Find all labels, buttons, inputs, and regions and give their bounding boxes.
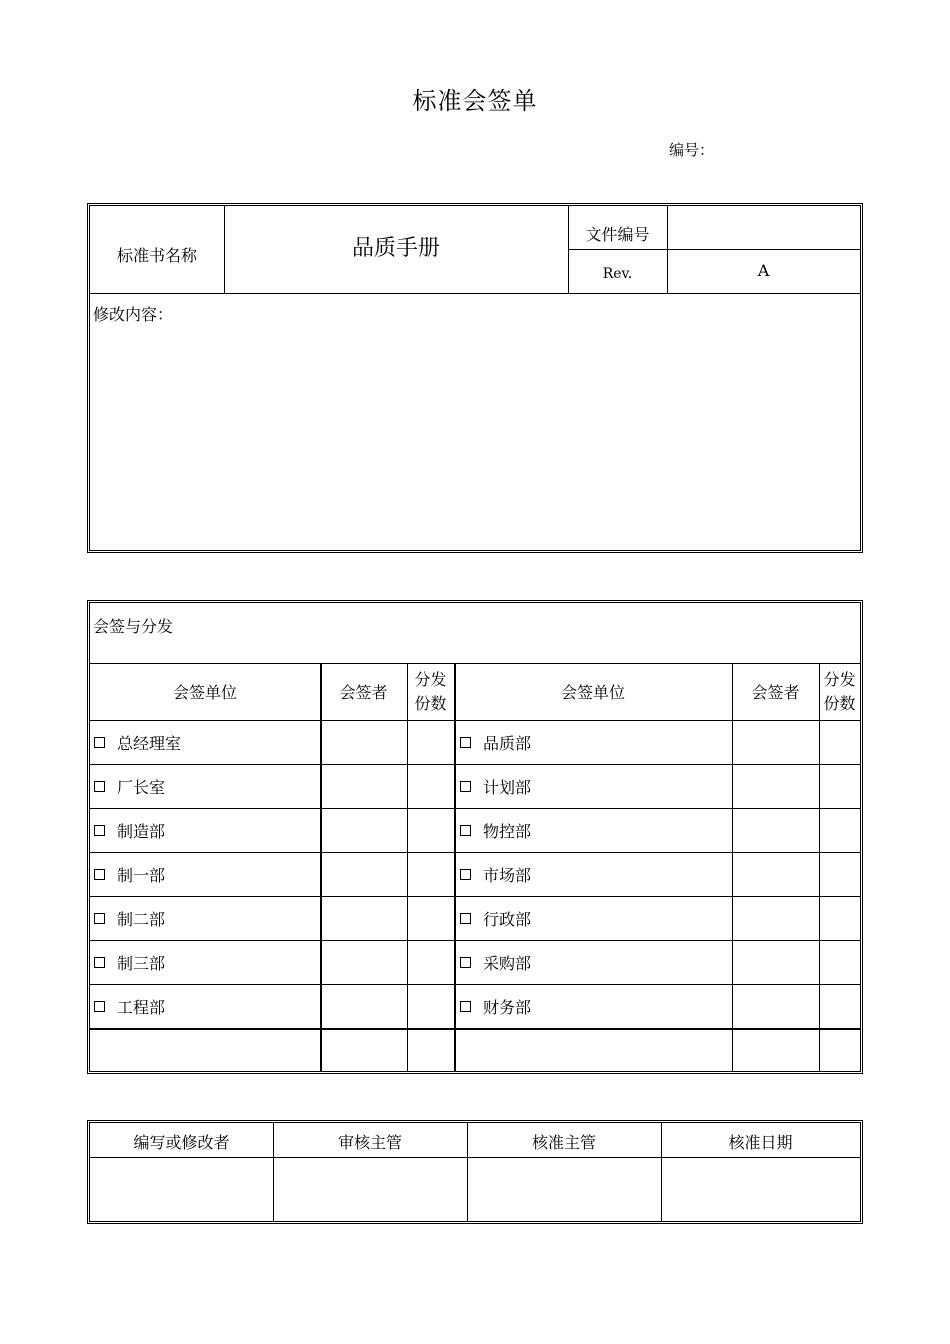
unit-label: 制三部 <box>117 953 166 973</box>
header-table <box>87 203 863 553</box>
checkbox-icon[interactable] <box>460 825 471 836</box>
modify-content-label: 修改内容： <box>93 304 174 324</box>
col-header-author: 编写或修改者 <box>133 1132 230 1152</box>
unit-label: 制造部 <box>117 821 166 841</box>
unit-row-left[interactable] <box>90 984 320 1028</box>
copies-label-line1: 分发 <box>823 669 856 689</box>
checkbox-icon[interactable] <box>460 913 471 924</box>
unit-label: 厂长室 <box>117 777 166 797</box>
checkbox-icon[interactable] <box>460 957 471 968</box>
checkbox-icon[interactable] <box>94 1001 105 1012</box>
file-no-label: 文件编号 <box>585 225 650 244</box>
approver-signature-field[interactable] <box>467 1158 661 1221</box>
col-header-approval-date: 核准日期 <box>728 1132 793 1152</box>
unit-label: 财务部 <box>483 997 532 1017</box>
unit-label: 制一部 <box>117 865 166 885</box>
unit-row-left[interactable] <box>90 808 320 852</box>
col-header-reviewer: 审核主管 <box>337 1132 402 1152</box>
std-name-label: 标准书名称 <box>116 246 197 265</box>
unit-label: 计划部 <box>483 777 532 797</box>
col-header-unit-left: 会签单位 <box>172 683 237 702</box>
unit-row-right[interactable] <box>456 984 732 1028</box>
checkbox-icon[interactable] <box>460 1001 471 1012</box>
approval-table <box>87 1120 863 1224</box>
checkbox-icon[interactable] <box>94 781 105 792</box>
col-header-approver: 核准主管 <box>531 1132 596 1152</box>
rev-label: Rev. <box>602 265 633 282</box>
copies-label-line1: 分发 <box>414 669 447 689</box>
unit-label: 物控部 <box>483 821 532 841</box>
unit-row-right[interactable] <box>456 896 732 940</box>
reviewer-signature-field[interactable] <box>273 1158 467 1221</box>
col-header-signer-right: 会签者 <box>751 683 800 702</box>
unit-row-left[interactable] <box>90 896 320 940</box>
unit-row-right[interactable] <box>456 808 732 852</box>
checkbox-icon[interactable] <box>94 869 105 880</box>
sign-distribution-table <box>87 600 863 1074</box>
unit-row-right[interactable] <box>456 720 732 764</box>
checkbox-icon[interactable] <box>460 737 471 748</box>
col-header-signer-left: 会签者 <box>339 683 388 702</box>
form-title: 标准会签单 <box>412 87 538 115</box>
file-no-field[interactable] <box>667 206 860 249</box>
unit-label: 行政部 <box>483 909 532 929</box>
unit-label: 总经理室 <box>117 733 182 753</box>
checkbox-icon[interactable] <box>94 957 105 968</box>
unit-row-right[interactable] <box>456 764 732 808</box>
col-header-copies-right <box>819 663 860 720</box>
col-header-copies-left <box>407 663 454 720</box>
checkbox-icon[interactable] <box>94 913 105 924</box>
unit-row-left[interactable] <box>90 940 320 984</box>
checkbox-icon[interactable] <box>460 781 471 792</box>
checkbox-icon[interactable] <box>94 825 105 836</box>
author-signature-field[interactable] <box>90 1158 273 1221</box>
unit-row-left[interactable] <box>90 720 320 764</box>
checkbox-icon[interactable] <box>94 737 105 748</box>
unit-row-right[interactable] <box>456 940 732 984</box>
copies-label-line2: 份数 <box>823 693 856 713</box>
unit-label: 采购部 <box>483 953 532 973</box>
rev-value[interactable]: A <box>757 261 770 280</box>
blank-row[interactable] <box>90 1030 860 1071</box>
unit-row-right[interactable] <box>456 852 732 896</box>
unit-label: 制二部 <box>117 909 166 929</box>
unit-row-left[interactable] <box>90 764 320 808</box>
checkbox-icon[interactable] <box>460 869 471 880</box>
col-header-unit-right: 会签单位 <box>560 683 625 702</box>
approval-date-field[interactable] <box>661 1158 860 1221</box>
unit-label: 品质部 <box>483 733 532 753</box>
std-name-value[interactable]: 品质手册 <box>351 235 440 261</box>
unit-label: 工程部 <box>117 997 166 1017</box>
copies-label-line2: 份数 <box>414 693 447 713</box>
sign-section-title: 会签与分发 <box>93 616 174 636</box>
unit-label: 市场部 <box>483 865 532 885</box>
unit-row-left[interactable] <box>90 852 320 896</box>
modify-content-area[interactable] <box>90 324 860 548</box>
doc-number-label: 编号： <box>669 141 715 159</box>
